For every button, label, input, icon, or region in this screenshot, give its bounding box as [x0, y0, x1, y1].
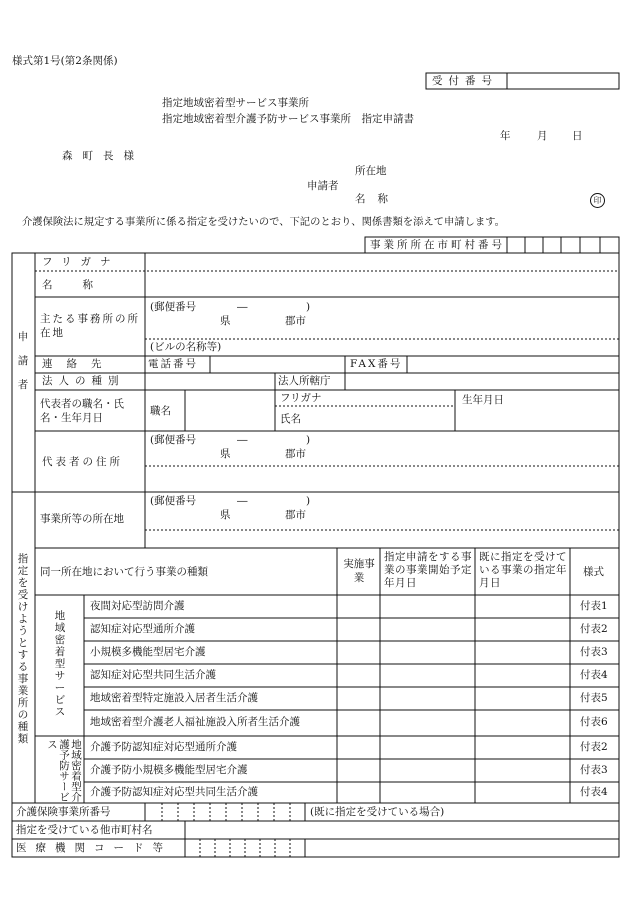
service-row-name: 地域密着型特定施設入居者生活介護: [90, 692, 258, 704]
intro-text: 介護保険法に規定する事業所に係る指定を受けたいので、下記のとおり、関係書類を添えて申請します。: [22, 216, 505, 228]
rep-address-label: 代表者の住所: [42, 456, 123, 468]
office-prefecture: 県: [220, 509, 231, 521]
service-row-implemented-checkbox[interactable]: [338, 642, 379, 663]
start-date-header: 指定申請をする事業の事業開始予定年月日: [384, 551, 472, 589]
applicant-section-label: 申請者: [17, 331, 29, 391]
office-postal-close: ): [306, 495, 311, 507]
applicant-address-label: 所在地: [355, 165, 387, 177]
main-office-address-field[interactable]: [146, 298, 618, 338]
rep-postal-dash: ―: [237, 434, 248, 446]
furigana-field[interactable]: [146, 254, 618, 270]
insurance-number-label: 介護保険事業所番号: [16, 806, 111, 818]
service-row-name: 夜間対応型訪問介護: [90, 600, 185, 612]
receipt-number-field[interactable]: [508, 74, 618, 88]
corp-authority-field[interactable]: [346, 374, 618, 389]
date-month-label: 月: [537, 130, 548, 142]
service-row-implemented-checkbox[interactable]: [338, 783, 379, 802]
applicant-name-label: 名称: [355, 193, 400, 205]
medical-code-label: 医療機関コード等: [16, 842, 172, 854]
insurance-number-field[interactable]: [146, 804, 304, 820]
main-office-postal-close: ): [306, 301, 311, 313]
position-label: 職名: [150, 405, 171, 417]
other-municipality-label: 指定を受けている他市町村名: [16, 824, 153, 836]
rep-info-label: 代表者の職名・氏名・生年月日: [40, 398, 124, 424]
main-office-city: 郡市: [285, 315, 306, 327]
implemented-header: 実施事業: [343, 558, 375, 584]
office-section-label: 指定を受けようとする事業所の種類: [17, 553, 29, 745]
service-row-form: 付表2: [580, 741, 608, 753]
existing-date-header: 既に指定を受けている事業の指定年月日: [479, 551, 567, 589]
service-row-name: 地域密着型介護老人福祉施設入所者生活介護: [90, 716, 300, 728]
date-year-label: 年: [500, 130, 511, 142]
service-row-implemented-checkbox[interactable]: [338, 619, 379, 640]
service-row-name: 認知症対応型共同生活介護: [90, 669, 216, 681]
rep-city: 郡市: [285, 448, 306, 460]
rep-name-label: 氏名: [280, 413, 301, 425]
corp-type-field[interactable]: [146, 374, 274, 389]
title-line-1: 指定地域密着型サービス事業所: [162, 97, 309, 109]
service-row-implemented-checkbox[interactable]: [338, 596, 379, 617]
date-day-label: 日: [572, 130, 583, 142]
service-row-form: 付表1: [580, 600, 608, 612]
service-row-name: 認知症対応型通所介護: [90, 623, 195, 635]
service-type-header: 同一所在地において行う事業の種類: [40, 566, 208, 578]
office-city: 郡市: [285, 509, 306, 521]
service-row-implemented-checkbox[interactable]: [338, 760, 379, 781]
service-row-implemented-checkbox[interactable]: [338, 665, 379, 686]
building-name-label: (ビルの名称等): [150, 341, 222, 353]
rep-prefecture: 県: [220, 448, 231, 460]
service-row-form: 付表4: [580, 786, 608, 798]
rep-postal-close: ): [306, 434, 311, 446]
birthdate-label: 生年月日: [462, 394, 504, 406]
service-row-name: 介護予防認知症対応型通所介護: [90, 741, 237, 753]
service-row-implemented-checkbox[interactable]: [338, 688, 379, 709]
main-office-postal-label: (郵便番号: [150, 301, 197, 313]
service-row-form: 付表6: [580, 716, 608, 728]
municipality-code-label: 事業所所在市町村番号: [370, 239, 505, 251]
main-office-prefecture: 県: [220, 315, 231, 327]
office-postal-label: (郵便番号: [150, 495, 197, 507]
rep-address-field[interactable]: [146, 432, 618, 491]
seal-mark: 印: [590, 193, 605, 208]
contact-label: 連絡先: [42, 358, 116, 370]
phone-label: 電話番号: [148, 358, 198, 370]
birthdate-field[interactable]: [456, 391, 618, 430]
rep-name-field[interactable]: [276, 391, 454, 430]
service-row-form: 付表3: [580, 764, 608, 776]
service-row-name: 小規模多機能型居宅介護: [90, 646, 206, 658]
form-header: 様式: [583, 566, 604, 578]
main-office-postal-dash: ―: [237, 301, 248, 313]
name-label: 名称: [42, 279, 123, 291]
fax-label: FAX番号: [350, 358, 403, 370]
group2-label: 地域密着型介護予防サービス: [46, 739, 82, 802]
fax-field[interactable]: [408, 357, 618, 372]
service-row-form: 付表3: [580, 646, 608, 658]
addressee: 森町長様: [62, 150, 144, 162]
main-office-label: 主たる事務所の所在地: [40, 313, 140, 339]
service-row-form: 付表5: [580, 692, 608, 704]
rep-postal-label: (郵便番号: [150, 434, 197, 446]
corp-type-label: 法人の種別: [42, 375, 125, 387]
form-number: 様式第1号(第2条関係): [12, 55, 118, 67]
insurance-number-note: (既に指定を受けている場合): [310, 806, 445, 818]
phone-field[interactable]: [211, 357, 344, 372]
service-row-implemented-checkbox[interactable]: [338, 711, 379, 735]
position-field[interactable]: [186, 391, 274, 430]
service-row-implemented-checkbox[interactable]: [338, 737, 379, 758]
office-postal-dash: ―: [237, 495, 248, 507]
service-row-name: 介護予防小規模多機能型居宅介護: [90, 764, 248, 776]
rep-furigana-label: フリガナ: [280, 392, 322, 404]
service-row-name: 介護予防認知症対応型共同生活介護: [90, 786, 258, 798]
title-line-2: 指定地域密着型介護予防サービス事業所 指定申請書: [162, 113, 414, 125]
applicant-label: 申請者: [307, 180, 339, 192]
group1-label: 地域密着型サービス: [54, 610, 66, 718]
office-location-label: 事業所等の所在地: [40, 513, 124, 525]
name-field[interactable]: [146, 272, 618, 296]
other-municipality-field[interactable]: [186, 822, 618, 838]
office-location-field[interactable]: [146, 493, 618, 547]
furigana-label: フリガナ: [42, 256, 120, 268]
service-row-form: 付表4: [580, 669, 608, 681]
medical-code-field[interactable]: [186, 840, 304, 856]
receipt-number-label: 受付番号: [432, 75, 498, 87]
service-row-form: 付表2: [580, 623, 608, 635]
corp-authority-label: 法人所轄庁: [278, 375, 331, 387]
